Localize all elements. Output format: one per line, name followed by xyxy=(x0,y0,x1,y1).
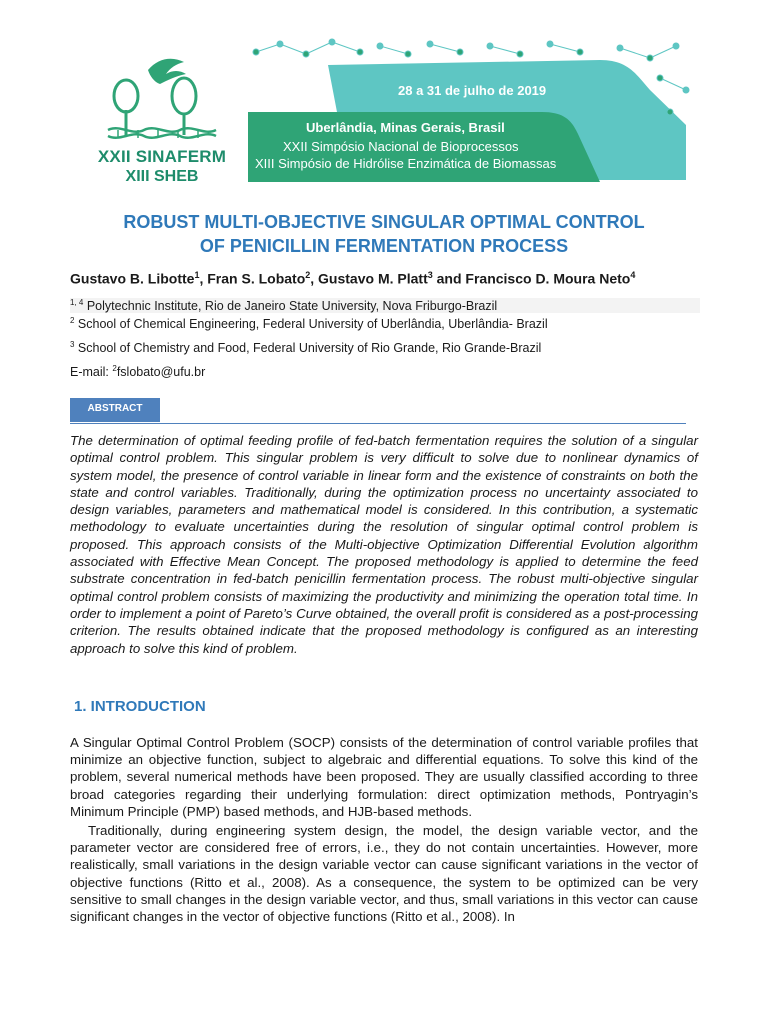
affiliation-sup: 3 xyxy=(70,340,75,349)
author-sup: 3 xyxy=(427,270,433,280)
affiliation-text: School of Chemistry and Food, Federal University of Rio Grande, Rio Grande-Brazil xyxy=(74,341,542,356)
author-and: and xyxy=(432,270,466,287)
banner-event-line1: XXII Simpósio Nacional de Bioprocessos xyxy=(283,139,519,154)
author-name: Francisco D. Moura Neto xyxy=(465,270,631,287)
abstract-label: ABSTRACT xyxy=(70,398,160,422)
author-separator: , xyxy=(310,270,319,287)
banner-date: 28 a 31 de julho de 2019 xyxy=(398,83,547,98)
author-sup: 2 xyxy=(305,270,311,280)
paper-title-line1: ROBUST MULTI-OBJECTIVE SINGULAR OPTIMAL CONTROL xyxy=(123,212,645,232)
email-line xyxy=(70,364,205,379)
email-sup: 2 xyxy=(112,364,117,373)
sinaferm-logo-art xyxy=(108,59,216,138)
author-sup: 1 xyxy=(194,270,200,280)
logo-subtitle: XIII SHEB xyxy=(125,168,199,185)
abstract-divider xyxy=(70,423,686,424)
paper-title-line2: OF PENICILLIN FERMENTATION PROCESS xyxy=(199,236,569,256)
affiliation-3 xyxy=(70,340,541,355)
section-heading-introduction: 1. INTRODUCTION xyxy=(74,698,206,715)
affiliation-text: Polytechnic Institute, Rio de Janeiro State University, Nova Friburgo-Brazil xyxy=(83,299,498,314)
intro-paragraph-2: Traditionally, during engineering system design, the model, the design variable vector, and the parameter vector are considered free of errors, i.e., they do not contain uncertainties. However, more realistically, small variations in the design variable vector can cause significant variations in the vector of objective functions (Ritto et al., 2008). As a consequence, the system to be optimized can be very sensitive to small changes in the design variable vector, and thus, small variations in this vector can cause significant changes in the vector of objective functions (Ritto et al., 2008). In xyxy=(70,823,698,925)
affiliation-sup: 1, 4 xyxy=(70,298,84,307)
affiliation-text: School of Chemical Engineering, Federal University of Uberlândia, Uberlândia- Brazil xyxy=(74,317,548,332)
author-name: Gustavo M. Platt xyxy=(318,270,428,287)
affiliation-1 xyxy=(70,298,700,313)
author-list xyxy=(70,270,635,287)
email-label: E-mail: xyxy=(70,365,113,380)
intro-paragraph-1: A Singular Optimal Control Problem (SOCP) consists of the determination of control variable profiles that minimize an objective function, subject to algebraic and differential equations. To solve this kind of the problem, several numerical methods have been proposed. They are usually classified according to three broad categories regarding their underlying formulation: direct optimization methods, Pontryagin’s Minimum Principle (PMP) based methods, and HJB-based methods. xyxy=(70,735,698,819)
logo-title: XXII SINAFERM xyxy=(97,147,227,166)
abstract-text: The determination of optimal feeding profile of fed-batch fermentation requires the solution of a singular optimal control problem. This singular problem is very difficult to solve due to nonlinear dynamics of system model, the presence of control variable in linear form and the existence of constraints on both the state and control variables. Traditionally, during the optimization process no uncertainty associated to design variables, parameters and mathematical model is considered. In this contribution, a systematic methodology to evaluate uncertainties during the resolution of singular optimal control problem is proposed. This approach consists of the Multi-objective Optimization Differential Evolution algorithm associated with Effective Mean Concept. The proposed methodology is applied to determine the feed substrate concentration in fed-batch penicillin fermentation process. The robust multi-objective singular optimal control problem consists of maximizing the productivity and minimizing the operation total time. In order to implement a point of Pareto’s Curve obtained, the overall profit is considered as a post-processing criterion. The results obtained indicate that the proposed methodology is configured as an interesting approach to solve this kind of problem. xyxy=(70,433,698,656)
banner-event-line2: XIII Simpósio de Hidrólise Enzimática de Biomassas xyxy=(255,156,557,171)
author-separator: , xyxy=(199,270,208,287)
email-address[interactable]: fslobato@ufu.br xyxy=(116,365,206,380)
affiliation-2 xyxy=(70,316,548,331)
affiliation-sup: 2 xyxy=(70,316,75,325)
banner-city: Uberlândia, Minas Gerais, Brasil xyxy=(306,120,505,135)
author-name: Gustavo B. Libotte xyxy=(70,270,195,287)
author-sup: 4 xyxy=(630,270,636,280)
author-name: Fran S. Lobato xyxy=(207,270,306,287)
